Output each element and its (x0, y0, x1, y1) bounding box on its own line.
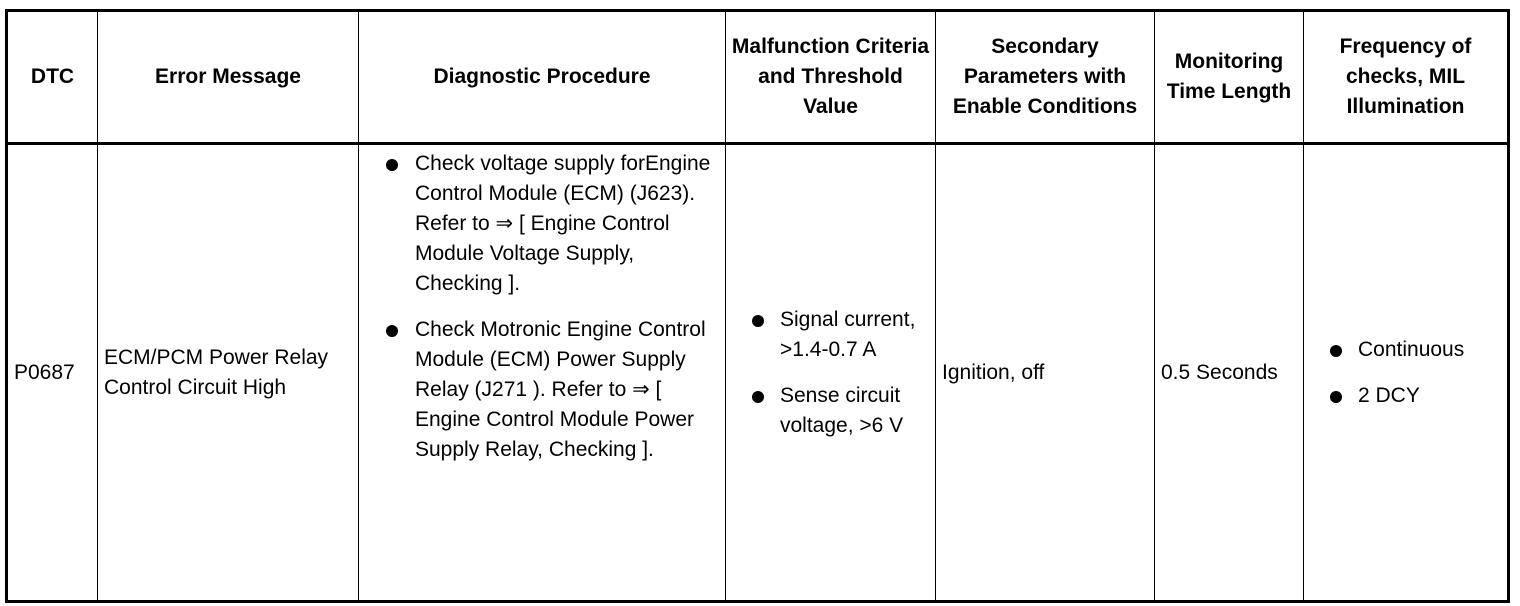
dtc-table (5, 9, 1510, 603)
criteria-list (732, 305, 929, 441)
table-row (7, 144, 1509, 602)
cell-secondary-parameters: Ignition, off (936, 144, 1155, 602)
criteria-item: Sense circuit voltage, >6 V (732, 381, 929, 441)
frequency-item: 2 DCY (1310, 381, 1501, 411)
cell-dtc: P0687 (7, 144, 98, 602)
cell-monitoring-time: 0.5 Seconds (1155, 144, 1304, 602)
header-diagnostic-procedure: Diagnostic Procedure (359, 11, 726, 144)
frequency-list (1310, 335, 1501, 411)
procedure-step: Check voltage supply forEngine Control Module (ECM) (J623). Refer to ⇒ [ Engine Control Module Voltage Supply, Checking ]. (365, 149, 719, 299)
cell-error-message: ECM/PCM Power Relay Control Circuit High (98, 144, 359, 602)
header-row (7, 11, 1509, 144)
procedure-list (365, 149, 719, 465)
cell-frequency (1304, 144, 1509, 602)
header-malfunction-criteria: Malfunction Criteria and Threshold Value (726, 11, 936, 144)
header-secondary-parameters: Secondary Parameters with Enable Conditions (936, 11, 1155, 144)
cell-diagnostic-procedure (359, 144, 726, 602)
criteria-item: Signal current, >1.4-0.7 A (732, 305, 929, 365)
procedure-step: Check Motronic Engine Control Module (ECM) Power Supply Relay (J271 ). Refer to ⇒ [ Engine Control Module Power Supply Relay, Checking ]. (365, 315, 719, 465)
header-dtc: DTC (7, 11, 98, 144)
header-monitoring-time: Monitoring Time Length (1155, 11, 1304, 144)
cell-malfunction-criteria (726, 144, 936, 602)
frequency-item: Continuous (1310, 335, 1501, 365)
header-error-message: Error Message (98, 11, 359, 144)
header-frequency: Frequency of checks, MIL Illumination (1304, 11, 1509, 144)
